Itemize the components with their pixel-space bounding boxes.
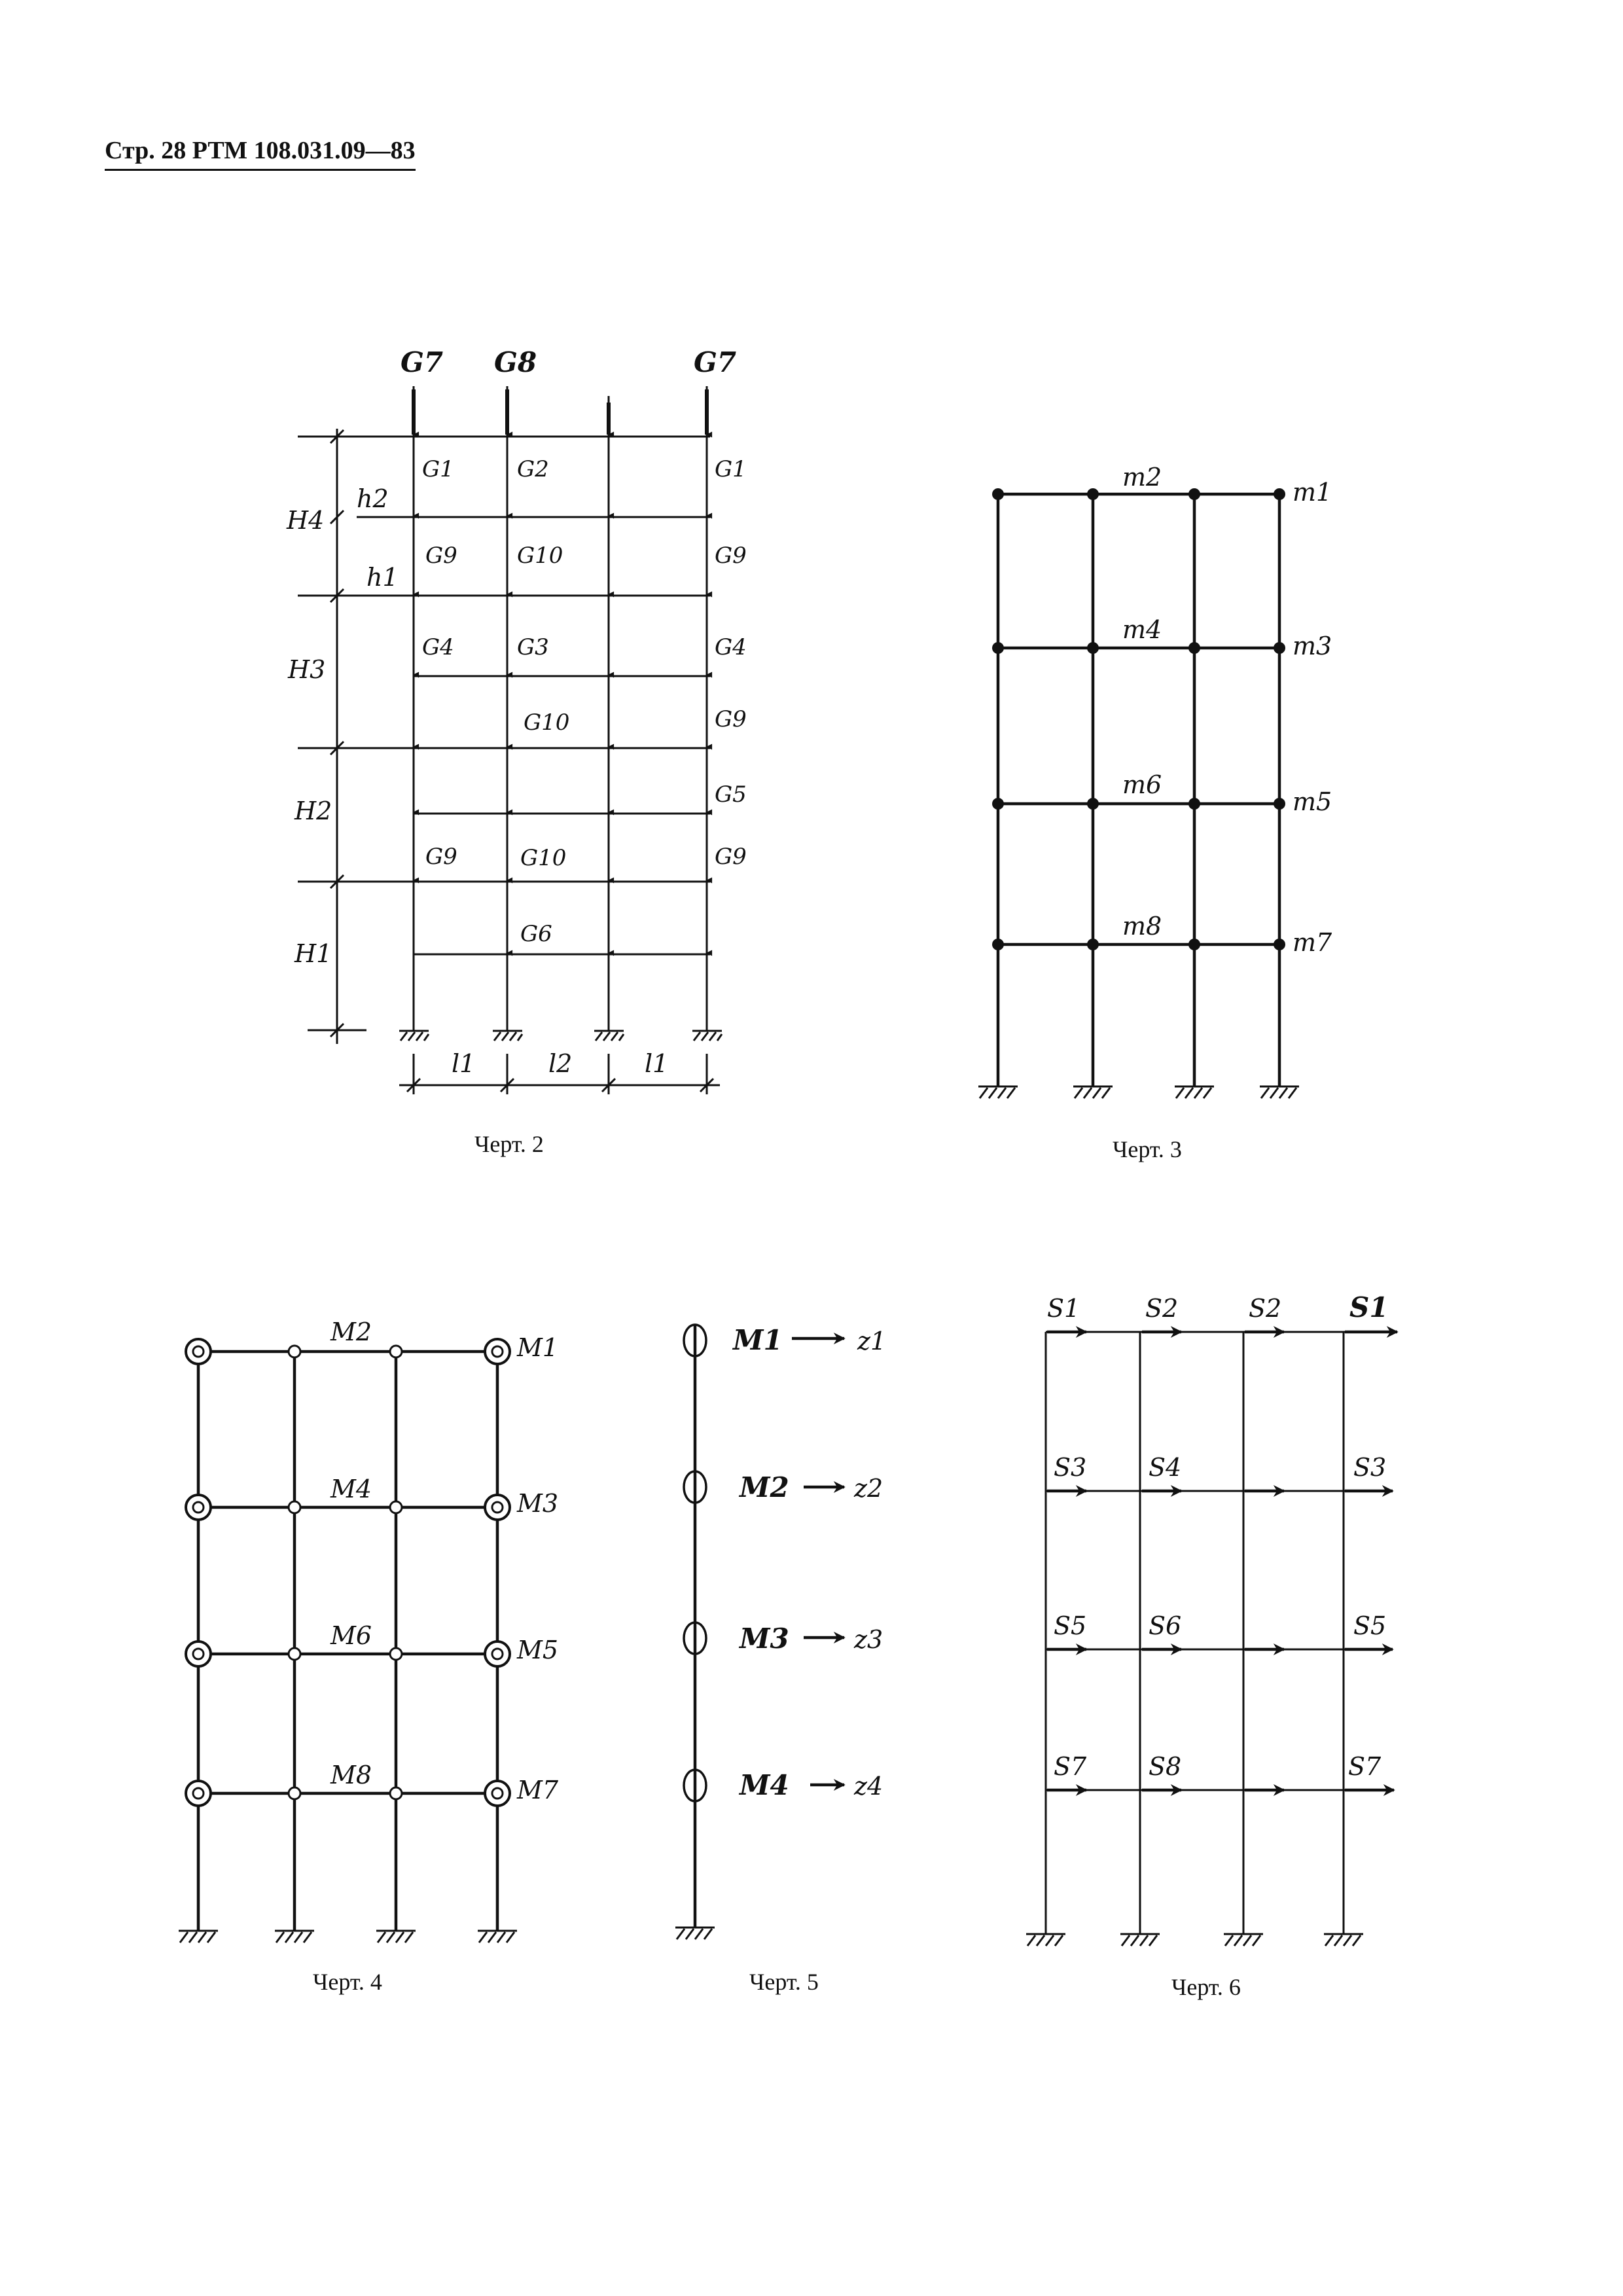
- beam-load-label: G10: [517, 543, 563, 569]
- beam-load-label: G9: [715, 543, 747, 569]
- mass-label: m8: [1122, 912, 1162, 941]
- fixed-support-icon: [1026, 1934, 1065, 1946]
- figure-4: [179, 1318, 559, 1995]
- double-circle-node-icon: [186, 1781, 211, 1806]
- mass-label: m4: [1122, 615, 1162, 644]
- fixed-support-icon: [493, 1031, 522, 1041]
- top-load-label: G8: [494, 346, 537, 378]
- fig6-force-arrows: [1047, 1332, 1397, 1790]
- fig6-frame: [1046, 1332, 1391, 1934]
- mass-label: M3: [740, 1623, 789, 1655]
- displacement-label: z3: [854, 1625, 883, 1654]
- figure-caption: Черт. 4: [313, 1969, 382, 1995]
- fixed-support-icon: [1324, 1934, 1363, 1946]
- top-load-label: G7: [401, 346, 444, 378]
- fig6-supports: [1026, 1934, 1363, 1946]
- beam-load-label: G2: [517, 456, 549, 482]
- figure-caption: Черт. 6: [1171, 1974, 1241, 2000]
- displacement-label: z4: [854, 1772, 883, 1801]
- fixed-support-icon: [376, 1931, 416, 1943]
- fixed-support-icon: [675, 1928, 715, 1939]
- sub-height-label: h1: [366, 563, 399, 592]
- sub-height-label: h2: [357, 484, 389, 513]
- force-label: S2: [1249, 1294, 1282, 1323]
- mass-label: m5: [1293, 787, 1332, 816]
- fixed-support-icon: [594, 1031, 624, 1041]
- figure-5: [675, 1324, 886, 1995]
- mass-label: M8: [330, 1761, 372, 1789]
- fig2-height-dimension: [330, 429, 344, 1044]
- mass-label: M2: [330, 1318, 372, 1346]
- force-label: S3: [1353, 1453, 1387, 1482]
- figure-6: [1026, 1291, 1397, 2000]
- beam-load-label: G10: [520, 845, 567, 871]
- figure-caption: Черт. 3: [1113, 1136, 1182, 1162]
- fig5-arrows: [792, 1338, 844, 1785]
- beam-load-label: G6: [520, 921, 552, 947]
- beam-load-arrows-5: [414, 781, 707, 812]
- force-label: S7: [1348, 1752, 1382, 1781]
- mass-label: m7: [1293, 928, 1332, 957]
- double-circle-node-icon: [485, 1495, 510, 1520]
- force-label: S3: [1054, 1453, 1087, 1482]
- beam-load-label: G10: [524, 709, 570, 736]
- height-label: H2: [294, 797, 332, 825]
- force-label: S8: [1149, 1752, 1182, 1781]
- fixed-support-icon: [692, 1031, 722, 1041]
- fig2-top-arrows: [414, 389, 707, 435]
- beam-load-label: G9: [425, 844, 457, 870]
- displacement-label: z2: [854, 1474, 883, 1503]
- force-label: S1: [1047, 1294, 1080, 1323]
- double-circle-node-icon: [485, 1641, 510, 1666]
- height-label: H4: [287, 506, 325, 535]
- fig3-supports: [978, 1086, 1299, 1098]
- fixed-support-icon: [1175, 1086, 1214, 1098]
- mass-label: M6: [330, 1621, 372, 1650]
- fixed-support-icon: [275, 1931, 314, 1943]
- figure-2: [286, 346, 747, 1157]
- double-circle-node-icon: [186, 1495, 211, 1520]
- mass-label: M1: [517, 1333, 559, 1362]
- mass-label: M2: [740, 1471, 789, 1503]
- mass-label: m6: [1122, 770, 1162, 799]
- double-circle-node-icon: [485, 1781, 510, 1806]
- fig2-beams: [298, 437, 710, 1030]
- force-label: S5: [1353, 1611, 1387, 1640]
- beam-load-arrows-1: [414, 484, 707, 516]
- beam-load-label: G5: [715, 781, 747, 808]
- mass-label: M7: [517, 1776, 559, 1804]
- mass-label: m3: [1293, 632, 1332, 660]
- mass-label: M1: [733, 1324, 783, 1356]
- span-label: l2: [548, 1049, 573, 1078]
- span-label: l1: [645, 1049, 669, 1078]
- displacement-label: z1: [857, 1327, 887, 1355]
- fig2-columns: [414, 386, 707, 1031]
- mass-label: M4: [330, 1475, 372, 1503]
- mass-label: M3: [517, 1489, 559, 1518]
- fixed-support-icon: [1224, 1934, 1263, 1946]
- beam-load-label: G4: [422, 634, 454, 660]
- fixed-support-icon: [478, 1931, 517, 1943]
- double-circle-node-icon: [186, 1339, 211, 1364]
- double-circle-node-icon: [186, 1641, 211, 1666]
- fig2-supports: [399, 1031, 722, 1041]
- figure-3: [978, 463, 1332, 1162]
- force-label: S6: [1149, 1611, 1182, 1640]
- top-load-label: G7: [694, 346, 737, 378]
- beam-load-label: G1: [422, 456, 454, 482]
- beam-load-label: G3: [517, 634, 549, 660]
- mass-label: M4: [740, 1769, 789, 1801]
- figure-caption: Черт. 5: [749, 1969, 819, 1995]
- fixed-support-icon: [179, 1931, 218, 1943]
- force-label: S1: [1349, 1291, 1389, 1323]
- fixed-support-icon: [399, 1031, 429, 1041]
- beam-load-label: G9: [715, 706, 747, 732]
- beam-load-arrows-3: [414, 643, 707, 675]
- force-label: S5: [1054, 1611, 1087, 1640]
- height-label: H1: [294, 939, 332, 968]
- fig3-nodes: [992, 488, 1285, 950]
- page-header: Стр. 28 РТМ 108.031.09—83: [105, 136, 416, 171]
- fig4-nodes: [186, 1339, 510, 1806]
- fig4-supports: [179, 1931, 517, 1943]
- figure-caption: Черт. 2: [474, 1131, 544, 1157]
- force-label: S4: [1149, 1453, 1182, 1482]
- beam-load-label: G9: [715, 844, 747, 870]
- span-label: l1: [452, 1049, 476, 1078]
- beam-load-label: G1: [715, 456, 747, 482]
- fixed-support-icon: [1120, 1934, 1160, 1946]
- force-label: S2: [1145, 1294, 1179, 1323]
- mass-label: M5: [517, 1636, 559, 1664]
- height-label: H3: [288, 655, 326, 684]
- mass-label: m2: [1122, 463, 1162, 492]
- mass-label: m1: [1293, 478, 1332, 507]
- fixed-support-icon: [1073, 1086, 1113, 1098]
- fixed-support-icon: [978, 1086, 1018, 1098]
- beam-load-label: G9: [425, 543, 457, 569]
- double-circle-node-icon: [485, 1339, 510, 1364]
- beam-load-label: G4: [715, 634, 747, 660]
- force-label: S7: [1054, 1752, 1087, 1781]
- fixed-support-icon: [1260, 1086, 1299, 1098]
